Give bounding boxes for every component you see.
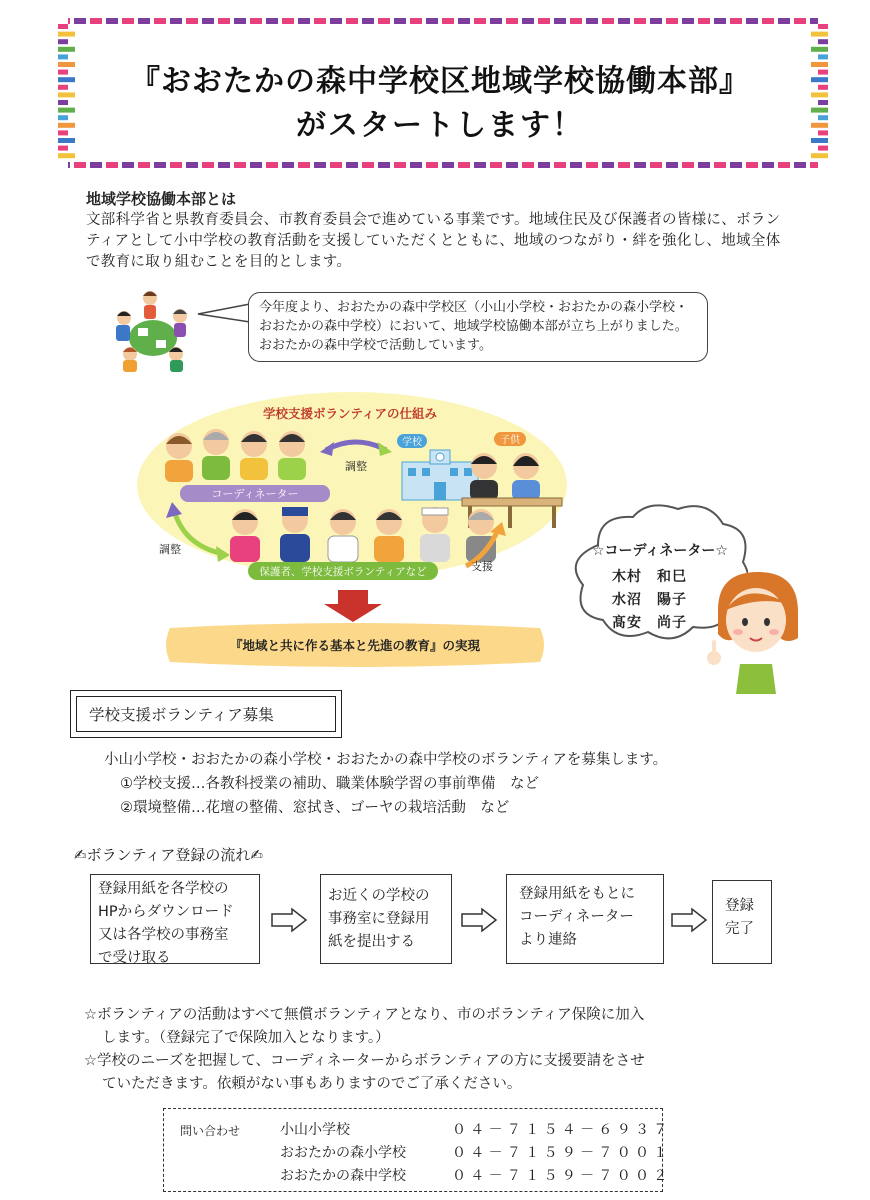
banner-side-bar [818,54,828,59]
page-title-line-1: 『おおたかの森中学校区地域学校協働本部』 [130,64,750,99]
notes [84,1004,784,1096]
bubble-tail-joint [251,300,255,320]
recruit-heading-box [76,696,336,732]
banner-side-bar [58,100,68,105]
support-label: 支援 [471,560,493,573]
coordinator-label: コーディネーター [211,487,299,501]
result-down-arrow [324,590,382,622]
coordinator-woman-illustration [700,570,810,694]
banner-side-bar [818,24,828,29]
note-2-first: ☆学校のニーズを把握して、コーディネーターからボランティアの方に支援要請をさせ [84,1053,645,1069]
recruit-item-1: ①学校支援…各教科授業の補助、職業体験学習の事前準備 など [120,776,539,792]
banner-side-bar [58,47,75,52]
flow-step-4-line: 登録 [725,898,754,914]
volunteers-label: 保護者、学校支援ボランティアなど [259,566,427,578]
banner-side-bar [58,70,68,75]
banner-side-bar [818,70,828,75]
banner-side-bar [58,85,68,90]
flow-step-2-line: お近くの学校の [328,888,430,904]
banner-side-bar [811,108,828,113]
flow-step-1-line: 登録用紙を各学校の [98,881,229,897]
contact-school-2: おおたかの森小学校 [280,1145,406,1161]
banner-side-bar [818,39,828,44]
note-1-rest: します。（登録完了で保険加入となります。） [102,1030,390,1046]
contact-phone-1[interactable]: ０４－７１５４－６９３７ [452,1122,672,1138]
adjust-label-left: 調整 [159,543,181,556]
banner-side-bar [818,85,828,90]
recruit-item-2: ②環境整備…花壇の整備、窓拭き、ゴーヤの栽培活動 など [120,800,510,816]
banner-side-bar [811,92,828,97]
adjust-label-top: 調整 [345,460,367,473]
flow-arrow-3 [670,907,708,933]
banner-side-bar [58,146,68,151]
contact-school-1: 小山小学校 [280,1122,350,1138]
coordinator-name-2: 水沼 陽子 [612,592,687,608]
banner-side-bar [58,153,75,158]
banner-side-bar [818,146,828,151]
banner-side-bar [58,54,68,59]
children-label: 子供 [500,435,520,446]
banner-side-bar [811,153,828,158]
flow-step-3 [506,874,664,964]
flow-arrow-1 [270,907,308,933]
intro-paragraph: 文部科学省と県教育委員会、市教育委員会で進めている事業です。地域住民及び保護者の皆様に、ボランティアとして小中学校の教育活動を支援していただくとともに、地域のつながり・絆を強化し、地域全体で教育に取り組むことを目的とします。 [86,212,781,270]
banner-side-bar [818,100,828,105]
banner-side-bar [58,32,75,37]
flow-step-1-line: 又は各学校の事務室 [98,927,229,943]
recruit-body [104,748,667,820]
recruit-intro: 小山小学校・おおたかの森小学校・おおたかの森中学校のボランティアを募集します。 [104,752,668,768]
banner-side-bar [811,138,828,143]
contact-phone-3[interactable]: ０４－７１５９－７００２ [452,1168,672,1184]
contact-label: 問い合わせ [180,1124,241,1138]
flow-step-2 [320,874,452,964]
banner-side-bar [58,115,68,120]
flow-step-2-line: 事務室に登録用 [328,911,430,927]
banner-side-bar [811,123,828,128]
flow-step-3-line: コーディネーター [519,909,634,925]
meeting-people-illustration [108,288,194,374]
result-text: 『地域と共に作る基本と先進の教育』の実現 [229,638,481,653]
flow-step-1-line: で受け取る [98,950,171,966]
speech-bubble [248,292,708,362]
contact-phone-2[interactable]: ０４－７１５９－７００１ [452,1145,672,1161]
banner-side-bar [818,130,828,135]
banner-side-bar [811,62,828,67]
contact-school-3: おおたかの森中学校 [280,1168,406,1184]
speech-bubble-tail [196,300,256,330]
registration-flow-heading: ✍ボランティア登録の流れ✍ [74,846,263,864]
coordinator-name-3: 髙安 尚子 [612,615,687,631]
flow-step-4-line: 完了 [725,921,754,937]
flow-step-1-line: HPからダウンロード [98,904,234,920]
flow-step-3-line: より連絡 [519,932,577,948]
recruit-heading: 学校支援ボランティア募集 [89,706,274,724]
page-title-line-2: がスタートします！ [296,108,584,143]
banner-side-bar [818,115,828,120]
flow-step-3-line: 登録用紙をもとに [519,886,635,902]
flow-step-2-line: 紙を提出する [328,934,415,950]
coordinator-name-1: 木村 和巳 [612,569,687,585]
volunteer-scheme-diagram [130,390,590,680]
note-1-first: ☆ボランティアの活動はすべて無償ボランティアとなり、市のボランティア保険に加入 [84,1007,645,1023]
flow-step-1 [90,874,260,964]
coordinator-title: ☆コーディネーター☆ [592,543,728,559]
banner-side-bar [811,77,828,82]
banner-side-bar [811,32,828,37]
speech-bubble-text: 今年度より、おおたかの森中学校区（小山小学校・おおたかの森小学校・おおたかの森中学校）において、地域学校協働本部が立ち上がりました。おおたかの森中学校で活動しています。 [259,300,689,353]
banner-side-bar [58,130,68,135]
note-2-rest: ていただきます。依頼がない事もありますのでご了承ください。 [102,1076,522,1092]
flow-step-4 [712,880,772,964]
banner-side-bar [811,47,828,52]
scheme-title: 学校支援ボランティアの仕組み [262,406,438,421]
school-label: 学校 [402,437,422,448]
intro-heading: 地域学校協働本部とは [86,190,237,208]
flow-arrow-2 [460,907,498,933]
banner-side-bar [58,24,68,29]
banner-side-bar [58,39,68,44]
